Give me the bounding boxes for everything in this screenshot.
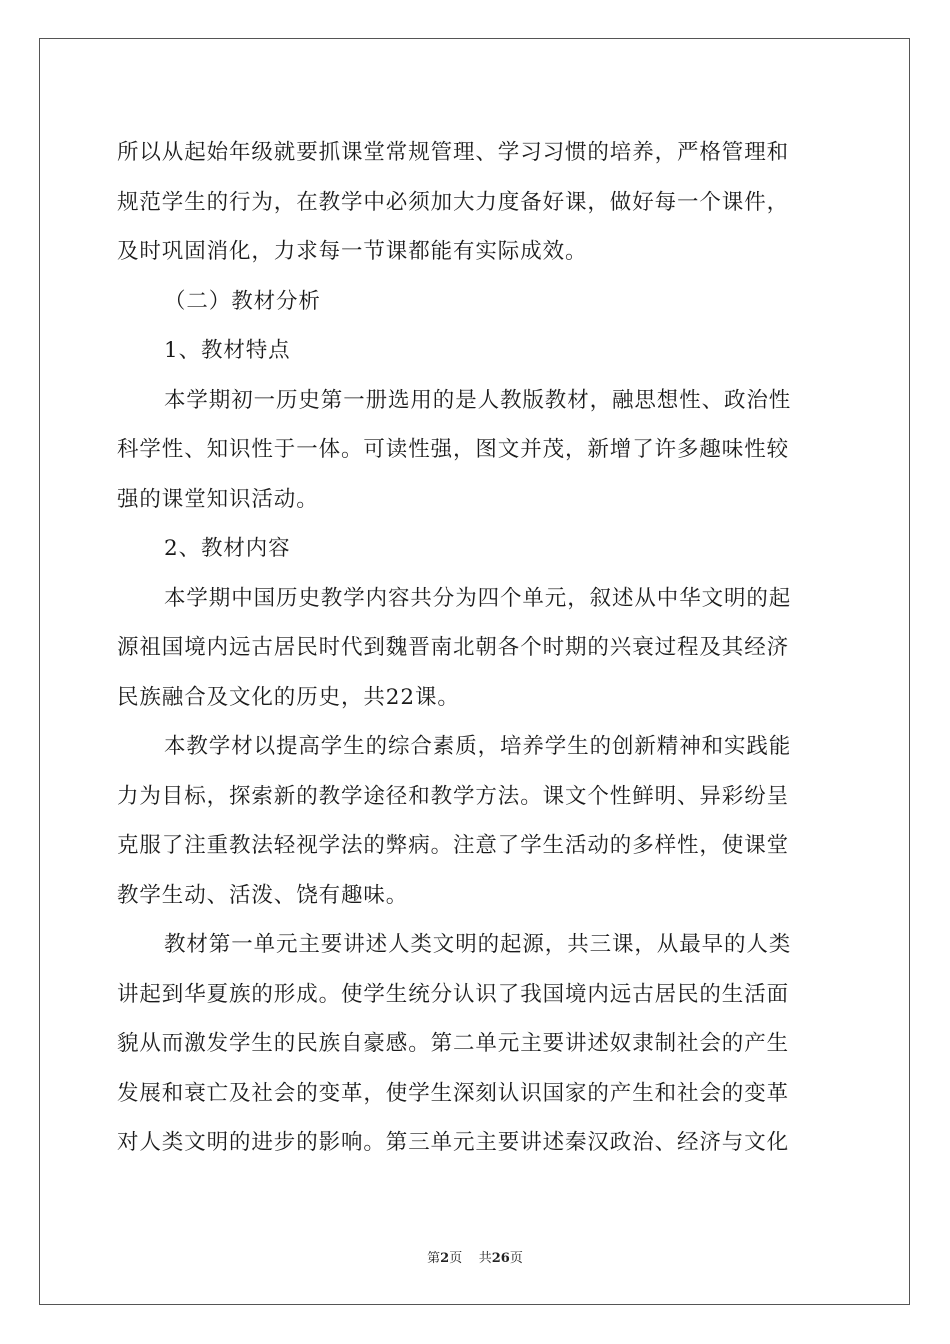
text-line: 克服了注重教法轻视学法的弊病。注意了学生活动的多样性，使课堂 (117, 833, 790, 858)
text-line: 科学性、知识性于一体。可读性强，图文并茂，新增了许多趣味性较 (117, 437, 790, 462)
current-page-number: 2 (440, 1251, 450, 1266)
subsection-heading: 2、教材内容 (164, 536, 291, 561)
text-line: 强的课堂知识活动。 (117, 486, 319, 512)
text-line: 规范学生的行为，在教学中必须加大力度备好课，做好每一个课件， (117, 189, 790, 215)
document-body (117, 128, 837, 1168)
page-number-suffix: 页 (449, 1251, 463, 1266)
text-line: 发展和衰亡及社会的变革，使学生深刻认识国家的产生和社会的变革 (117, 1080, 790, 1106)
page-number-prefix: 第 (427, 1251, 441, 1266)
page-footer (0, 1247, 950, 1266)
text-line: 民族融合及文化的历史，共22课。 (117, 684, 460, 710)
text-line: 本教学材以提高学生的综合素质，培养学生的创新精神和实践能 (164, 734, 792, 759)
section-heading: （二）教材分析 (164, 288, 321, 314)
text-line: 教材第一单元主要讲述人类文明的起源，共三课，从最早的人类 (164, 932, 792, 957)
text-line: 教学生动、活泼、饶有趣味。 (117, 882, 409, 908)
text-line: 对人类文明的进步的影响。第三单元主要讲述秦汉政治、经济与文化 (117, 1130, 790, 1155)
text-line: 本学期初一历史第一册选用的是人教版教材，融思想性、政治性 (164, 387, 792, 413)
text-line: 源祖国境内远古居民时代到魏晋南北朝各个时期的兴衰过程及其经济 (117, 635, 790, 660)
total-pages-suffix: 页 (509, 1251, 523, 1266)
total-pages-number: 26 (491, 1251, 510, 1266)
text-line: 及时巩固消化，力求每一节课都能有实际成效。 (117, 239, 588, 264)
text-line: 貌从而激发学生的民族自豪感。第二单元主要讲述奴隶制社会的产生 (117, 1031, 790, 1056)
subsection-heading: 1、教材特点 (164, 338, 291, 363)
total-pages-prefix: 共 (478, 1251, 492, 1266)
text-line: 本学期中国历史教学内容共分为四个单元，叙述从中华文明的起 (164, 585, 792, 611)
text-line: 讲起到华夏族的形成。使学生统分认识了我国境内远古居民的生活面 (117, 981, 790, 1007)
text-line: 力为目标，探索新的教学途径和教学方法。课文个性鲜明、异彩纷呈 (117, 783, 790, 809)
text-line: 所以从起始年级就要抓课堂常规管理、学习习惯的培养，严格管理和 (117, 140, 790, 165)
